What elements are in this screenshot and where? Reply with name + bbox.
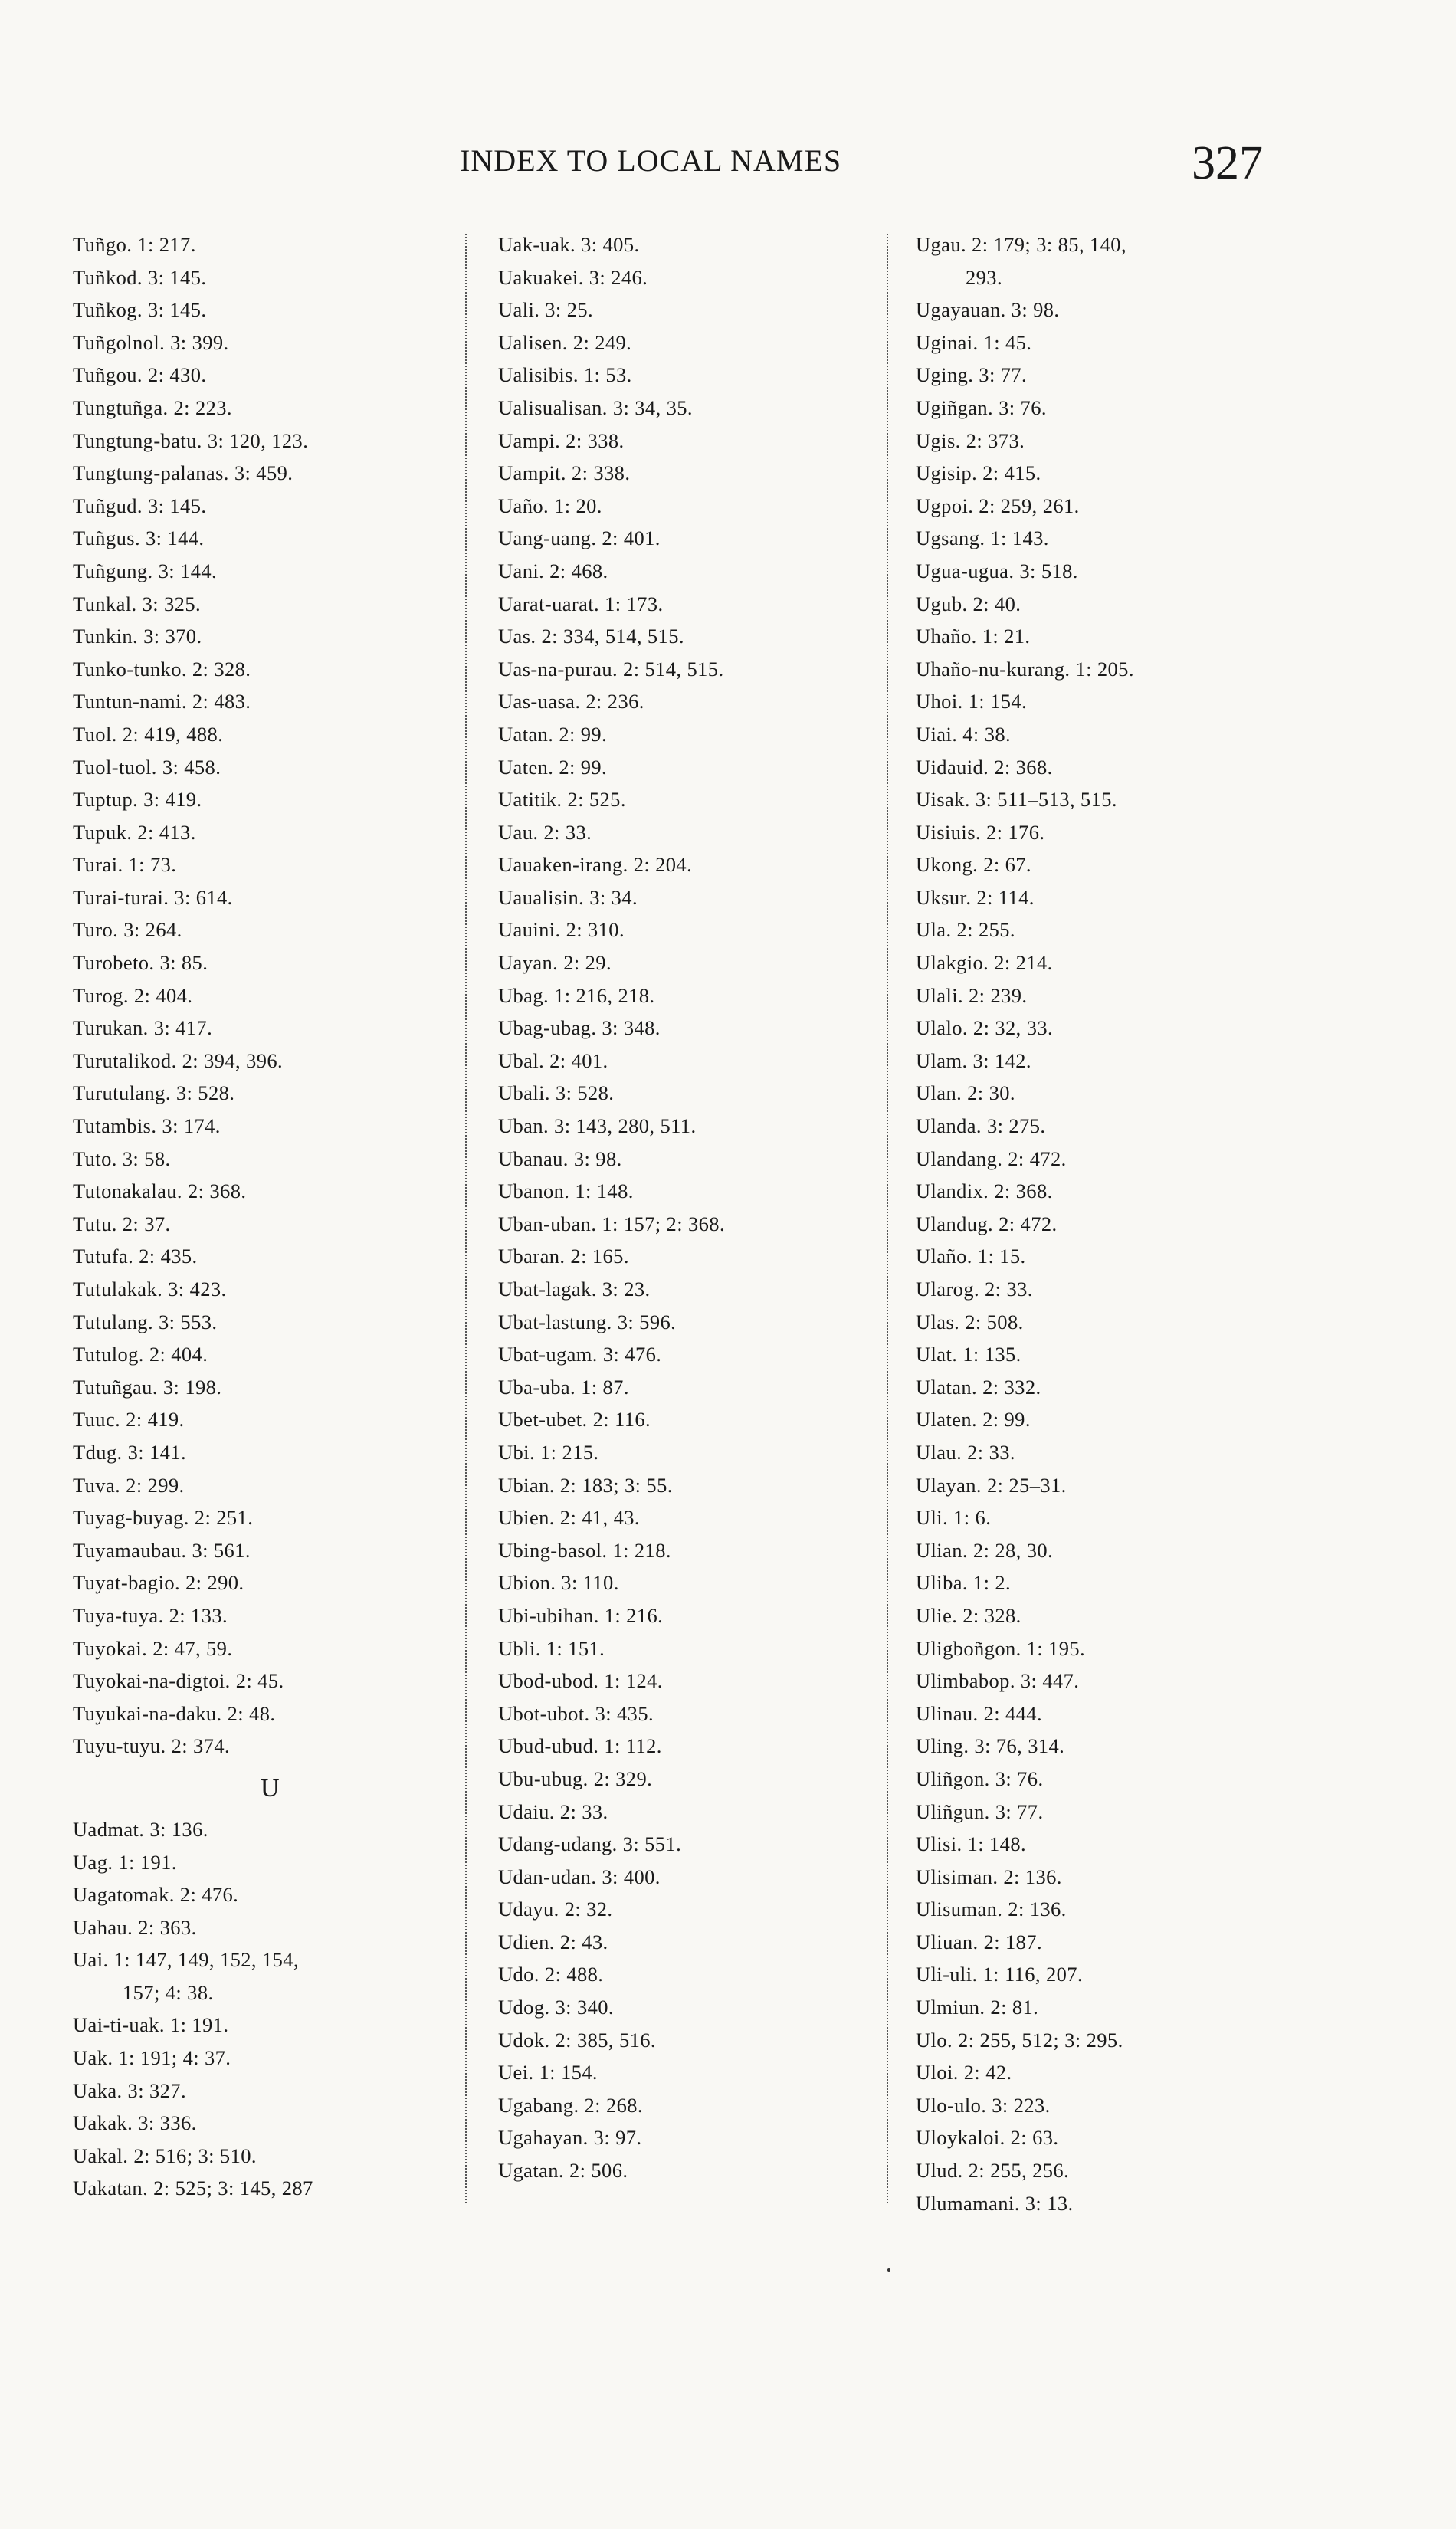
index-entry: Uei. 1: 154.	[498, 2061, 598, 2085]
index-entry: Ulatan. 2: 332.	[916, 1375, 1041, 1399]
index-entry: Ugua-ugua. 3: 518.	[916, 559, 1078, 582]
index-entry: Ulakgio. 2: 214.	[916, 951, 1053, 975]
index-entry: Ubien. 2: 41, 43.	[498, 1506, 640, 1530]
index-entry: Uban-uban. 1: 157; 2: 368.	[498, 1212, 725, 1235]
index-entry: Uakuakei. 3: 246.	[498, 265, 648, 289]
index-entry: Ubi. 1: 215.	[498, 1440, 599, 1464]
index-entry: Ubu-ubug. 2: 329.	[498, 1766, 653, 1790]
index-entry: Ugahayan. 3: 97.	[498, 2126, 642, 2150]
index-entry: Ulau. 2: 33.	[916, 1440, 1015, 1464]
index-entry: Tuñgolnol. 3: 399.	[73, 330, 229, 354]
index-entry: Uakatan. 2: 525; 3: 145, 287	[73, 2176, 313, 2200]
index-entry: Udog. 3: 340.	[498, 1996, 614, 2019]
index-entry: Uliñgon. 3: 76.	[916, 1766, 1044, 1790]
index-entry: Tutulog. 2: 404.	[73, 1343, 208, 1366]
index-entry: Turobeto. 3: 85.	[73, 951, 208, 975]
index-entry: Ubanon. 1: 148.	[498, 1179, 634, 1203]
index-entry: Tuyukai-na-daku. 2: 48.	[73, 1701, 276, 1725]
index-entry: Ugayauan. 3: 98.	[916, 298, 1060, 322]
index-column-3	[916, 228, 1307, 2219]
index-entry: Ugisip. 2: 415.	[916, 461, 1041, 485]
index-entry: Uloi. 2: 42.	[916, 2061, 1012, 2085]
index-entry: Tungtung-batu. 3: 120, 123.	[73, 428, 309, 452]
index-entry: Ualisen. 2: 249.	[498, 330, 632, 354]
index-entry: Tuol. 2: 419, 488.	[73, 722, 224, 746]
index-entry: Uliñgun. 3: 77.	[916, 1799, 1044, 1823]
index-entry: Ubat-lastung. 3: 596.	[498, 1310, 677, 1333]
index-entry: Tuya-tuya. 2: 133.	[73, 1603, 228, 1627]
index-entry: Ugabang. 2: 268.	[498, 2093, 643, 2117]
index-entry: Ubod-ubod. 1: 124.	[498, 1669, 663, 1693]
index-entry: Uisak. 3: 511–513, 515.	[916, 788, 1117, 812]
index-entry: Tuto. 3: 58.	[73, 1146, 171, 1170]
index-entry: Ugis. 2: 373.	[916, 428, 1025, 452]
index-column-1	[73, 228, 456, 2205]
index-entry: Uli-uli. 1: 116, 207.	[916, 1963, 1083, 1986]
index-entry: Uak-uak. 3: 405.	[498, 233, 640, 256]
index-entry: Uauaken-irang. 2: 204.	[498, 853, 693, 877]
index-entry: Tuñgou. 2: 430.	[73, 363, 207, 387]
index-entry: Uatan. 2: 99.	[498, 722, 608, 746]
index-entry: Uak. 1: 191; 4: 37.	[73, 2046, 231, 2070]
index-entry: Ulisi. 1: 148.	[916, 1832, 1027, 1856]
index-entry: Ubi-ubihan. 1: 216.	[498, 1603, 664, 1627]
index-entry: Uhaño-nu-kurang. 1: 205.	[916, 657, 1134, 681]
index-entry: Tuñgud. 3: 145.	[73, 494, 207, 517]
index-entry: Uiai. 4: 38.	[916, 722, 1012, 746]
index-entry: Turutulang. 3: 528.	[73, 1081, 235, 1105]
index-entry: Uloykaloi. 2: 63.	[916, 2126, 1059, 2150]
index-entry: Uba-uba. 1: 87.	[498, 1375, 629, 1399]
index-entry: Tuyokai-na-digtoi. 2: 45.	[73, 1669, 284, 1693]
index-entry: Turutalikod. 2: 394, 396.	[73, 1048, 284, 1072]
index-entry: Tungtuñga. 2: 223.	[73, 395, 232, 419]
index-entry: Uali. 3: 25.	[498, 298, 594, 322]
index-entry: Ubag. 1: 216, 218.	[498, 983, 655, 1007]
index-entry: 293.	[966, 265, 1002, 289]
index-entry: Turai. 1: 73.	[73, 853, 177, 877]
index-entry: Ulisiman. 2: 136.	[916, 1865, 1062, 1888]
index-entry: Uaka. 3: 327.	[73, 2078, 186, 2102]
index-entry: Tungtung-palanas. 3: 459.	[73, 461, 293, 485]
index-column-2	[498, 228, 889, 2187]
index-entry: Tuyat-bagio. 2: 290.	[73, 1571, 244, 1595]
index-entry: Uaualisin. 3: 34.	[498, 885, 638, 909]
index-entry: Ugau. 2: 179; 3: 85, 140,	[916, 233, 1126, 256]
index-entry: Udien. 2: 43.	[498, 1930, 608, 1953]
index-entry: Ubal. 2: 401.	[498, 1048, 608, 1072]
index-entry: Uksur. 2: 114.	[916, 885, 1035, 909]
index-entry: Uai. 1: 147, 149, 152, 154,	[73, 1948, 299, 1972]
column-divider	[465, 234, 467, 2203]
index-entry: Ula. 2: 255.	[916, 918, 1015, 942]
index-entry: Tuva. 2: 299.	[73, 1473, 185, 1497]
index-entry: Ubaran. 2: 165.	[498, 1245, 629, 1268]
index-entry: Tunkal. 3: 325.	[73, 592, 201, 615]
index-entry: Uli. 1: 6.	[916, 1506, 992, 1530]
index-entry: Uliba. 1: 2.	[916, 1571, 1012, 1595]
index-entry: Ulisuman. 2: 136.	[916, 1898, 1067, 1921]
index-entry: Uatitik. 2: 525.	[498, 788, 626, 812]
index-entry: Ubat-ugam. 3: 476.	[498, 1343, 662, 1366]
index-entry: Ubag-ubag. 3: 348.	[498, 1016, 661, 1040]
index-entry: Ulat. 1: 135.	[916, 1343, 1021, 1366]
index-entry: Tuptup. 3: 419.	[73, 788, 202, 812]
index-entry: Uginai. 1: 45.	[916, 330, 1032, 354]
index-entry: Tutulakak. 3: 423.	[73, 1278, 227, 1301]
index-entry: Udok. 2: 385, 516.	[498, 2028, 656, 2052]
index-entry: Uging. 3: 77.	[916, 363, 1028, 387]
index-entry: Tutambis. 3: 174.	[73, 1114, 221, 1138]
index-entry: Uling. 3: 76, 314.	[916, 1734, 1065, 1758]
index-entry: Ulinau. 2: 444.	[916, 1701, 1042, 1725]
index-entry: Uampi. 2: 338.	[498, 428, 625, 452]
index-entry: Turai-turai. 3: 614.	[73, 885, 233, 909]
index-entry: Ulaño. 1: 15.	[916, 1245, 1026, 1268]
index-entry: Ulmiun. 2: 81.	[916, 1996, 1039, 2019]
index-entry: Uidauid. 2: 368.	[916, 755, 1053, 779]
index-entry: Tunko-tunko. 2: 328.	[73, 657, 251, 681]
index-entry: Tuyokai. 2: 47, 59.	[73, 1636, 233, 1660]
index-entry: Ulandix. 2: 368.	[916, 1179, 1053, 1203]
index-entry: Turog. 2: 404.	[73, 983, 193, 1007]
index-entry: Ulalo. 2: 32, 33.	[916, 1016, 1054, 1040]
index-entry: Ulandang. 2: 472.	[916, 1146, 1067, 1170]
index-entry: Ulud. 2: 255, 256.	[916, 2159, 1070, 2183]
index-entry: Udang-udang. 3: 551.	[498, 1832, 682, 1856]
index-entry: Ulam. 3: 142.	[916, 1048, 1031, 1072]
index-entry: Ubot-ubot. 3: 435.	[498, 1701, 654, 1725]
index-entry: Uligboñgon. 1: 195.	[916, 1636, 1086, 1660]
index-entry: Uayan. 2: 29.	[498, 951, 612, 975]
index-entry: Uagatomak. 2: 476.	[73, 1883, 239, 1907]
index-entry: Uakal. 2: 516; 3: 510.	[73, 2144, 257, 2167]
index-entry: Ubet-ubet. 2: 116.	[498, 1408, 651, 1432]
index-entry: Ugatan. 2: 506.	[498, 2159, 628, 2183]
index-entry: Tuñkod. 3: 145.	[73, 265, 207, 289]
index-entry: Uauini. 2: 310.	[498, 918, 625, 942]
index-entry: Ubanau. 3: 98.	[498, 1146, 622, 1170]
index-entry: Uag. 1: 191.	[73, 1850, 177, 1874]
index-entry: Ugpoi. 2: 259, 261.	[916, 494, 1080, 517]
index-entry: Ubud-ubud. 1: 112.	[498, 1734, 662, 1758]
page-mark	[887, 2268, 890, 2272]
page-header	[0, 136, 1456, 198]
index-entry: Ulanda. 3: 275.	[916, 1114, 1046, 1138]
index-entry: Ularog. 2: 33.	[916, 1278, 1033, 1301]
index-entry: Ulas. 2: 508.	[916, 1310, 1024, 1333]
index-entry: Ulimbabop. 3: 447.	[916, 1669, 1080, 1693]
index-entry: Ualisibis. 1: 53.	[498, 363, 632, 387]
index-entry: Tdug. 3: 141.	[73, 1440, 186, 1464]
index-entry: Tunkin. 3: 370.	[73, 625, 202, 648]
index-entry: Uadmat. 3: 136.	[73, 1817, 208, 1841]
index-entry: Uhaño. 1: 21.	[916, 625, 1031, 648]
index-entry: Ugiñgan. 3: 76.	[916, 395, 1047, 419]
index-entry: Ulie. 2: 328.	[916, 1603, 1021, 1627]
index-entry: Ukong. 2: 67.	[916, 853, 1031, 877]
index-entry: Tuñgus. 3: 144.	[73, 526, 205, 550]
index-entry: Uampit. 2: 338.	[498, 461, 631, 485]
index-entry: Ulan. 2: 30.	[916, 1081, 1015, 1105]
index-entry: Ulian. 2: 28, 30.	[916, 1538, 1054, 1562]
index-entry: Ulaten. 2: 99.	[916, 1408, 1031, 1432]
index-entry: Ugub. 2: 40.	[916, 592, 1021, 615]
index-entry: Tuyag-buyag. 2: 251.	[73, 1506, 254, 1530]
index-entry: Uakak. 3: 336.	[73, 2111, 197, 2135]
index-entry: Ualisualisan. 3: 34, 35.	[498, 395, 693, 419]
index-entry: Uani. 2: 468.	[498, 559, 608, 582]
index-entry: Tutu. 2: 37.	[73, 1212, 171, 1235]
index-entry: Tuñgung. 3: 144.	[73, 559, 218, 582]
index-entry: Uban. 3: 143, 280, 511.	[498, 1114, 697, 1138]
index-entry: Tutufa. 2: 435.	[73, 1245, 198, 1268]
index-entry: Ugsang. 1: 143.	[916, 526, 1049, 550]
index-entry: Turo. 3: 264.	[73, 918, 182, 942]
index-entry: Uarat-uarat. 1: 173.	[498, 592, 664, 615]
running-title: INDEX TO LOCAL NAMES	[460, 143, 842, 178]
index-entry: Tutulang. 3: 553.	[73, 1310, 218, 1333]
index-entry: Udaiu. 2: 33.	[498, 1799, 608, 1823]
index-entry: Ulali. 2: 239.	[916, 983, 1028, 1007]
index-entry: Uau. 2: 33.	[498, 820, 592, 844]
index-entry: Uahau. 2: 363.	[73, 1915, 197, 1939]
index-entry: Tupuk. 2: 413.	[73, 820, 196, 844]
index-entry: Uai-ti-uak. 1: 191.	[73, 2013, 229, 2037]
index-entry: Ubian. 2: 183; 3: 55.	[498, 1473, 673, 1497]
index-entry: Tutuñgau. 3: 198.	[73, 1375, 222, 1399]
index-entry: Uas-na-purau. 2: 514, 515.	[498, 657, 724, 681]
index-entry: Ubli. 1: 151.	[498, 1636, 605, 1660]
index-entry: Udo. 2: 488.	[498, 1963, 604, 1986]
index-entry: Ubing-basol. 1: 218.	[498, 1538, 671, 1562]
index-entry: Tuñkog. 3: 145.	[73, 298, 207, 322]
index-entry: Uaten. 2: 99.	[498, 755, 608, 779]
index-entry: Uang-uang. 2: 401.	[498, 526, 661, 550]
index-entry: Uisiuis. 2: 176.	[916, 820, 1045, 844]
index-entry: Tuuc. 2: 419.	[73, 1408, 185, 1432]
index-entry: Ubion. 3: 110.	[498, 1571, 619, 1595]
index-entry: Uas. 2: 334, 514, 515.	[498, 625, 684, 648]
index-entry: Tutonakalau. 2: 368.	[73, 1179, 247, 1203]
index-entry: Tuol-tuol. 3: 458.	[73, 755, 221, 779]
index-entry: Uas-uasa. 2: 236.	[498, 690, 644, 713]
index-entry: Tuyu-tuyu. 2: 374.	[73, 1734, 231, 1758]
index-entry: Ulayan. 2: 25–31.	[916, 1473, 1067, 1497]
index-entry: Tuntun-nami. 2: 483.	[73, 690, 251, 713]
index-entry: Tuyamaubau. 3: 561.	[73, 1538, 251, 1562]
index-entry: Uaño. 1: 20.	[498, 494, 602, 517]
index-entry: Ubali. 3: 528.	[498, 1081, 615, 1105]
index-entry: Ubat-lagak. 3: 23.	[498, 1278, 651, 1301]
section-letter: U	[261, 1773, 280, 1802]
index-entry: Ulandug. 2: 472.	[916, 1212, 1058, 1235]
index-entry: Ulumamani. 3: 13.	[916, 2191, 1074, 2215]
index-entry: Uliuan. 2: 187.	[916, 1930, 1042, 1953]
index-entry: Ulo-ulo. 3: 223.	[916, 2093, 1051, 2117]
index-entry: Tuñgo. 1: 217.	[73, 233, 196, 256]
index-entry: 157; 4: 38.	[123, 1980, 214, 2004]
index-entry: Udayu. 2: 32.	[498, 1898, 613, 1921]
page-number: 327	[1192, 137, 1263, 189]
index-entry: Turukan. 3: 417.	[73, 1016, 213, 1040]
index-entry: Udan-udan. 3: 400.	[498, 1865, 661, 1888]
index-entry: Ulo. 2: 255, 512; 3: 295.	[916, 2028, 1123, 2052]
index-entry: Uhoi. 1: 154.	[916, 690, 1028, 713]
